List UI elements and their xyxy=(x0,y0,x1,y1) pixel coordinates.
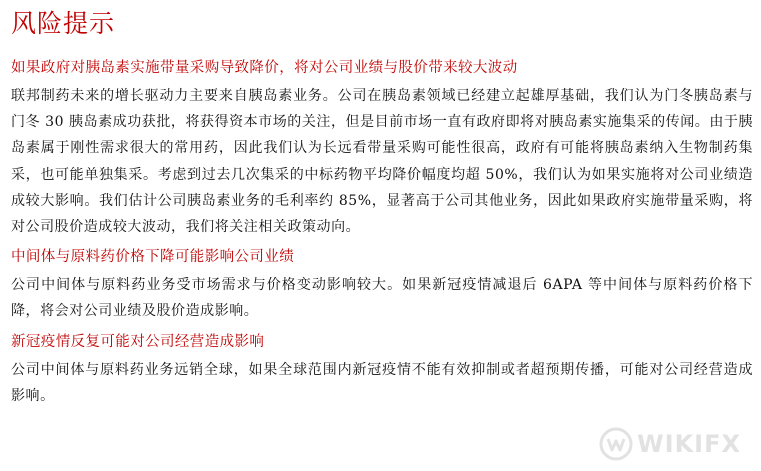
section-body-covid: 公司中间体与原料药业务远销全球，如果全球范围内新冠疫情不能有效抑制或者超预期传播，可能对公司经营造成影响。 xyxy=(11,361,753,404)
section-heading-intermediates: 中间体与原料药价格下降可能影响公司业绩 xyxy=(11,249,295,266)
risk-section-insulin xyxy=(11,57,753,240)
watermark xyxy=(599,427,741,461)
risk-section-covid xyxy=(11,331,753,409)
section-heading-covid: 新冠疫情反复可能对公司经营造成影响 xyxy=(11,333,265,350)
section-body-intermediates: 公司中间体与原料药业务受市场需求与价格变动影响较大。如果新冠疫情减退后 6APA 等中间体与原料药价格下降，将会对公司业绩及股价造成影响。 xyxy=(11,277,753,320)
watermark-text: WIKIFX xyxy=(637,430,741,458)
section-heading-insulin: 如果政府对胰岛素实施带量采购导致降价，将对公司业绩与股价带来较大波动 xyxy=(11,60,518,76)
page-title: 风险提示 xyxy=(11,9,116,38)
report-page xyxy=(11,6,753,415)
wikifx-logo-icon xyxy=(599,427,633,461)
section-body-insulin: 联邦制药未来的增长驱动力主要来自胰岛素业务。公司在胰岛素领域已经建立起雄厚基础，我们认为门冬胰岛素与门冬 30 胰岛素成功获批，将获得资本市场的关注，但是目前市场一直有政府即将对胰岛素实施集采的传闻。由于胰岛素属于刚性需求很大的常用药，因此我们认为长远看带量采购可能性很高，政府有可能将胰岛素纳入生物制药集采，也可能单独集采。考虑到过去几次集采的中标药物平均降价幅度均超 50%，我们认为如果实施将对公司业绩造成较大影响。我们估计公司胰岛素业务的毛利率约 85%，显著高于公司其他业务，因此如果政府实施带量采购，将对公司股价造成较大波动，我们将关注相关政策动向。 xyxy=(11,88,753,236)
risk-section-intermediates xyxy=(11,246,753,324)
